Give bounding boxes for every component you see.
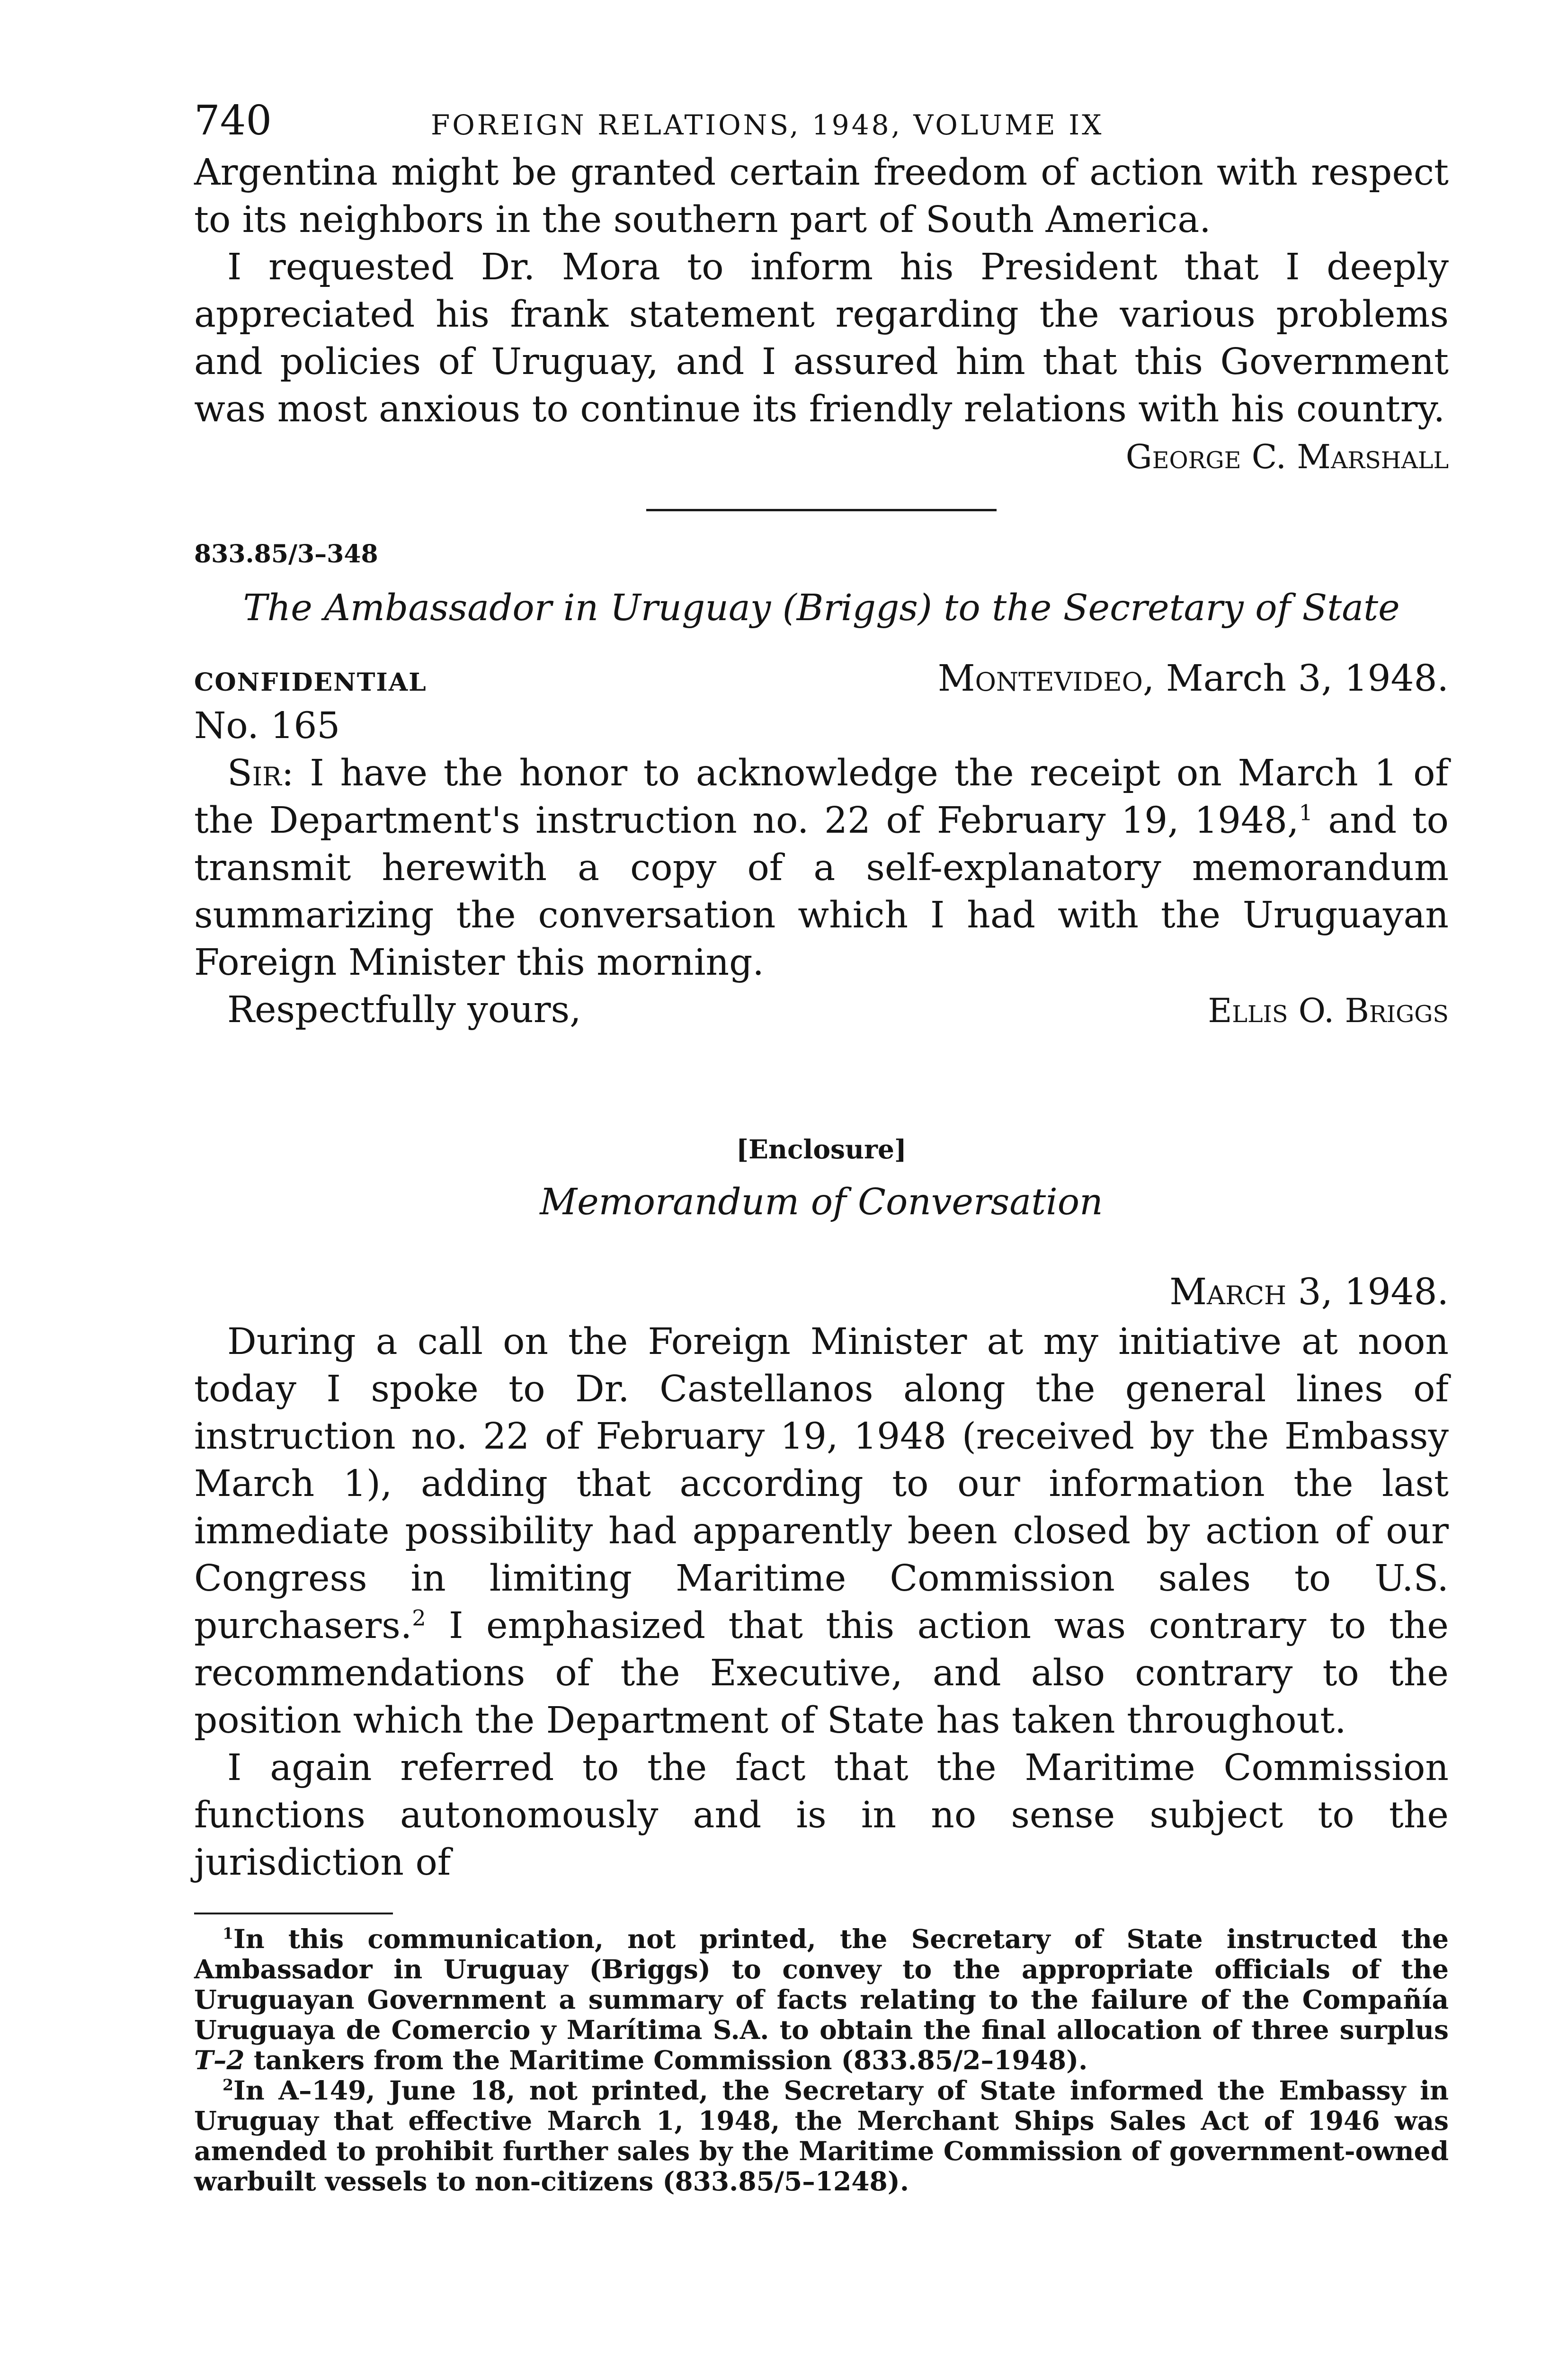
paragraph: I requested Dr. Mora to inform his President that I deeply appreciated his frank statement regarding the various problems and policies of Uruguay, and I assured him that this Government was most anxious to continue its friendly relations with his country. [194,246,1449,430]
page-number: 740 [194,97,272,144]
footnote-ref: 1 [1299,800,1313,826]
document-number: No. 165 [194,705,340,747]
footnotes [194,1924,1449,2197]
closing-line [194,987,1449,1034]
document-title: The Ambassador in Uruguay (Briggs) to the Secretary of State [243,587,1400,629]
text-span: In this communication, not printed, the Secretary of State instructed the Ambassador in Uruguay (Briggs) to convey to the appropriate officials of the Uruguayan Government a summary of facts relating to the failure of the Compañía Uruguaya de Comercio y Marítima S.A. to obtain the final allocation of three surplus [194,1923,1449,2045]
memo-body [194,1318,1449,1886]
closing-text: Respectfully yours, [227,989,581,1031]
file-number: 833.85/3–348 [194,540,378,569]
footnote-2 [194,2075,1449,2197]
footnote-mark: 2 [223,2075,233,2094]
date-text: , March 3, 1948. [1142,658,1449,700]
footnote-divider [194,1913,393,1914]
dateline [194,658,1449,703]
page-header [194,97,1449,149]
section-divider [646,509,997,511]
paragraph [194,750,1449,987]
paragraph [194,1318,1449,1744]
salutation: Sir [227,752,282,794]
paragraph: Argentina might be granted certain freedom of action with respect to its neighbors in the southern part of South America. [194,151,1449,241]
signature-marshall: George C. Marshall [1125,437,1449,476]
footnote-mark: 1 [223,1924,233,1943]
previous-document-text [194,149,1449,433]
place-name: Montevideo [937,658,1143,700]
running-head: FOREIGN RELATIONS, 1948, VOLUME IX [431,109,1104,141]
memo-date [194,1271,1449,1318]
document-page [194,97,1449,2197]
date-month: March [1169,1271,1287,1313]
text-span: tankers from the Maritime Commission (833.85/2–1948). [244,2045,1088,2075]
place-and-date [938,658,1449,700]
date-rest: 3, 1948. [1286,1271,1449,1313]
text-span: In A–149, June 18, not printed, the Secretary of State informed the Embassy in Uruguay that effective March 1, 1948, the Merchant Ships Sales Act of 1946 was amended to prohibit further sales by the Maritime Commission of government-owned warbuilt vessels to non-citizens (833.85/5–1248). [194,2075,1449,2197]
footnote-1 [194,1924,1449,2075]
paragraph: I again referred to the fact that the Maritime Commission functions autonomously and is in no sense subject to the jurisdiction of [194,1747,1449,1884]
classification-label: CONFIDENTIAL [194,668,427,697]
letter-body [194,750,1449,987]
text-span: I emphasized that this action was contrary to the recommendations of the Executive, and also contrary to the position which the Department of State has taken throughout. [194,1605,1449,1742]
signature-briggs: Ellis O. Briggs [1208,991,1449,1030]
text-span: During a call on the Foreign Minister at my initiative at noon today I spoke to Dr. Castellanos along the general lines of instruction no. 22 of February 19, 1948 (received by the Embassy March 1), adding that according to our information the last immediate possibility had apparently been closed by action of our Congress in limiting Maritime Commission sales to U.S. purchasers. [194,1321,1449,1647]
text-span: and to transmit herewith a copy of a self-explanatory memorandum summarizing the conversation which I had with the Uruguayan Foreign Minister this morning. [194,800,1449,984]
footnote-ref: 2 [412,1605,426,1631]
text-italic: T–2 [194,2045,245,2075]
enclosure-label: [Enclosure] [736,1134,907,1165]
memo-title: Memorandum of Conversation [540,1181,1103,1223]
text-span: : I have the honor to acknowledge the receipt on March 1 of the Department's instruction no. 22 of February 19, 1948, [194,752,1449,842]
